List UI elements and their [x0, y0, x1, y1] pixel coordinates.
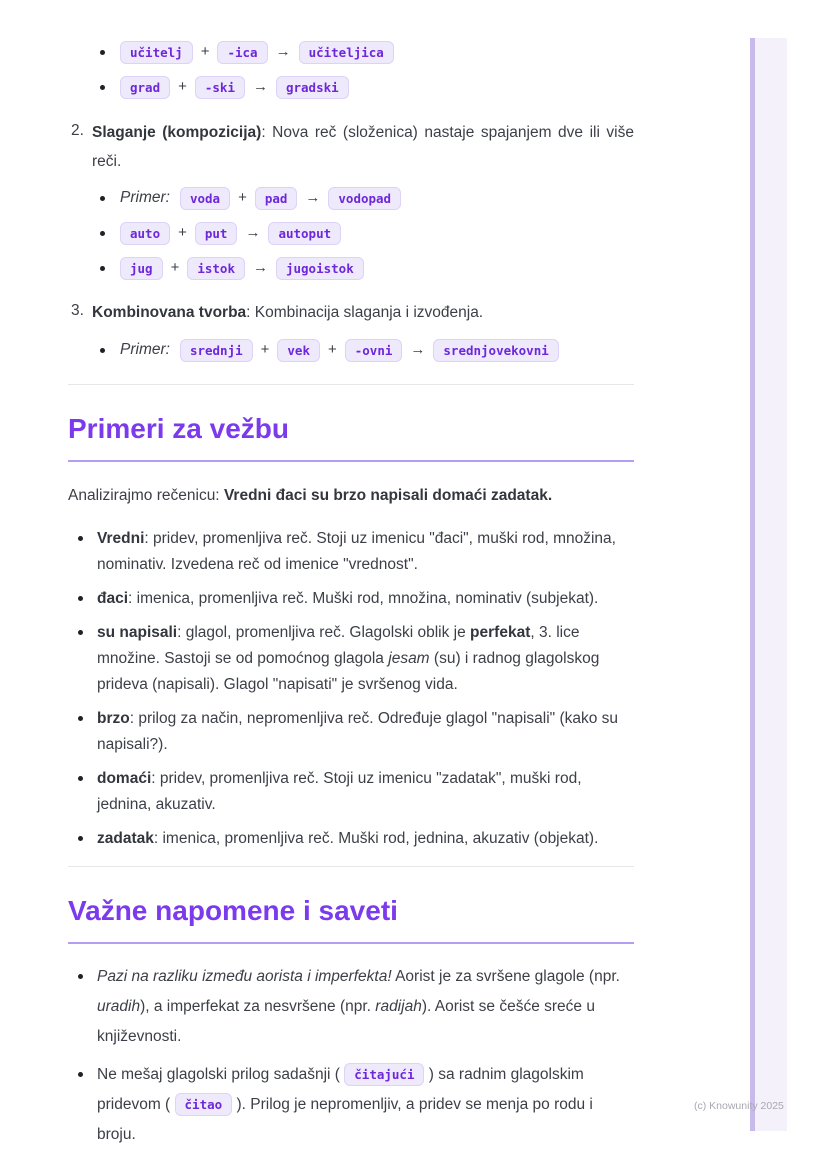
bullet-icon [100, 231, 105, 236]
bullet-icon [78, 974, 83, 979]
text-segment: : pridev, promenljiva reč. Stoji uz imenicu "đaci", muški rod, množina, nominativ. Izvedena reč od imenice "vrednost". [97, 530, 616, 573]
italic-warning: Pazi na razliku između aorista i imperfekta! [97, 968, 392, 985]
code-badge: auto [120, 222, 170, 245]
primer-label: Primer: [120, 341, 170, 358]
primer-label: Primer: [120, 189, 170, 206]
list-item [68, 620, 634, 698]
arrow-separator: → [252, 78, 268, 95]
arrow-separator: → [275, 43, 291, 60]
list-item [100, 75, 634, 99]
scrollbar-track[interactable] [750, 38, 787, 1131]
plus-separator: + [260, 341, 270, 358]
bullet-icon [78, 776, 83, 781]
term-bold: Vredni [97, 530, 145, 547]
bullet-icon [100, 348, 105, 353]
text-segment: (su) i radnog glagolskog prideva (napisali). Glagol "napisati" je svršenog vida. [97, 650, 600, 693]
text-segment: ) sa radnim glagolskim pridevom ( [97, 1066, 584, 1113]
code-badge: voda [180, 187, 230, 210]
code-badge: vek [277, 339, 320, 362]
code-badge: -ski [195, 76, 245, 99]
analyzed-sentence: Vredni đaci su brzo napisali domaći zadatak. [223, 487, 553, 504]
code-badge: gradski [276, 76, 349, 99]
code-badge: autoput [268, 222, 341, 245]
arrow-separator: → [245, 224, 261, 241]
plus-separator: + [200, 43, 210, 60]
code-badge: grad [120, 76, 170, 99]
plus-separator: + [170, 259, 180, 276]
text-segment: : imenica, promenljiva reč. Muški rod, množina, nominativ (subjekat). [128, 590, 599, 607]
combined-example-list [100, 338, 634, 362]
derivation-example-list [100, 40, 634, 99]
bullet-icon [100, 85, 105, 90]
text-segment: ), a imperfekat za nesvršene (npr. [140, 998, 376, 1015]
list-item [100, 186, 634, 210]
list-item [100, 338, 634, 362]
bullet-icon [78, 1072, 83, 1077]
list-item [68, 706, 634, 758]
list-item [68, 1060, 634, 1150]
bullet-icon [78, 630, 83, 635]
copyright-notice: (c) Knowunity 2025 [694, 1100, 784, 1112]
code-badge: istok [187, 257, 245, 280]
italic-term: radijah [375, 998, 422, 1015]
bullet-icon [78, 836, 83, 841]
text-segment: : pridev, promenljiva reč. Stoji uz imenicu "zadatak", muški rod, jednina, akuzativ. [97, 770, 582, 813]
code-badge: -ica [217, 41, 267, 64]
code-badge: čitajući [344, 1063, 424, 1086]
bullet-icon [78, 536, 83, 541]
plus-separator: + [238, 189, 247, 206]
term-bold: perfekat [470, 624, 531, 641]
code-badge: srednjovekovni [433, 339, 558, 362]
section-title-napomene: Važne napomene i saveti [68, 893, 634, 944]
text-segment: ). Aorist se češće sreće u književnosti. [97, 998, 595, 1045]
code-badge: pad [255, 187, 298, 210]
item-text [92, 298, 634, 327]
text-segment: Analizirajmo rečenicu: [68, 487, 224, 504]
item-text [92, 118, 634, 176]
analysis-intro [68, 482, 634, 509]
list-item [68, 826, 634, 852]
term-bold: brzo [97, 710, 130, 727]
divider [68, 866, 634, 867]
bullet-icon [100, 266, 105, 271]
term-bold: Slaganje (kompozicija) [92, 124, 262, 141]
code-badge: učitelj [120, 41, 193, 64]
code-badge: učiteljica [299, 41, 394, 64]
arrow-separator: → [305, 189, 321, 206]
list-item [68, 526, 634, 578]
bullet-icon [78, 596, 83, 601]
code-badge: vodopad [328, 187, 401, 210]
list-item [68, 586, 634, 612]
bullet-icon [100, 50, 105, 55]
scrollbar-thumb[interactable] [750, 38, 755, 1131]
term-bold: su napisali [97, 624, 178, 641]
numbered-item-kombinovana [71, 298, 634, 327]
list-item [100, 221, 634, 245]
section-title-primeri: Primeri za vežbu [68, 411, 634, 462]
text-segment: : glagol, promenljiva reč. Glagolski oblik je [177, 624, 471, 641]
text-segment: : imenica, promenljiva reč. Muški rod, jednina, akuzativ (objekat). [153, 830, 599, 847]
code-badge: jug [120, 257, 163, 280]
text-segment: , 3. lice množine. Sastoji se od pomoćnog glagola [97, 624, 580, 667]
divider [68, 384, 634, 385]
list-item [68, 962, 634, 1052]
item-number: 3. [71, 302, 84, 319]
italic-term: jesam [388, 650, 430, 667]
code-badge: srednji [180, 339, 253, 362]
numbered-item-slaganje [71, 118, 634, 176]
text-segment: Ne mešaj glagolski prilog sadašnji ( [97, 1066, 345, 1083]
arrow-separator: → [252, 259, 268, 276]
plus-separator: + [178, 78, 187, 95]
term-bold: Kombinovana tvorba [92, 304, 247, 321]
code-badge: jugoistok [276, 257, 364, 280]
composition-example-list [100, 186, 634, 280]
code-badge: -ovni [345, 339, 403, 362]
plus-separator: + [178, 224, 187, 241]
text-segment: : Nova reč (složenica) nastaje spajanjem dve ili više reči. [92, 124, 634, 170]
text-segment: ). Prilog je nepromenljiv, a pridev se menja po rodu i broju. [97, 1096, 593, 1143]
list-item [100, 256, 634, 280]
arrow-separator: → [410, 341, 426, 358]
text-segment: : prilog za način, nepromenljiva reč. Određuje glagol "napisali" (kako su napisali?). [97, 710, 619, 753]
code-badge: put [195, 222, 238, 245]
text-segment: Aorist je za svršene glagole (npr. [391, 968, 620, 985]
code-badge: čitao [175, 1093, 233, 1116]
list-item [68, 766, 634, 818]
term-bold: domaći [97, 770, 152, 787]
bullet-icon [78, 716, 83, 721]
document-content [68, 28, 634, 1158]
list-item [100, 40, 634, 64]
italic-term: uradih [97, 998, 141, 1015]
item-number: 2. [71, 122, 84, 139]
analysis-list [68, 526, 634, 852]
text-segment: : Kombinacija slaganja i izvođenja. [246, 304, 484, 321]
notes-list [68, 962, 634, 1150]
bullet-icon [100, 196, 105, 201]
term-bold: zadatak [97, 830, 154, 847]
plus-separator: + [327, 341, 337, 358]
term-bold: đaci [97, 590, 129, 607]
